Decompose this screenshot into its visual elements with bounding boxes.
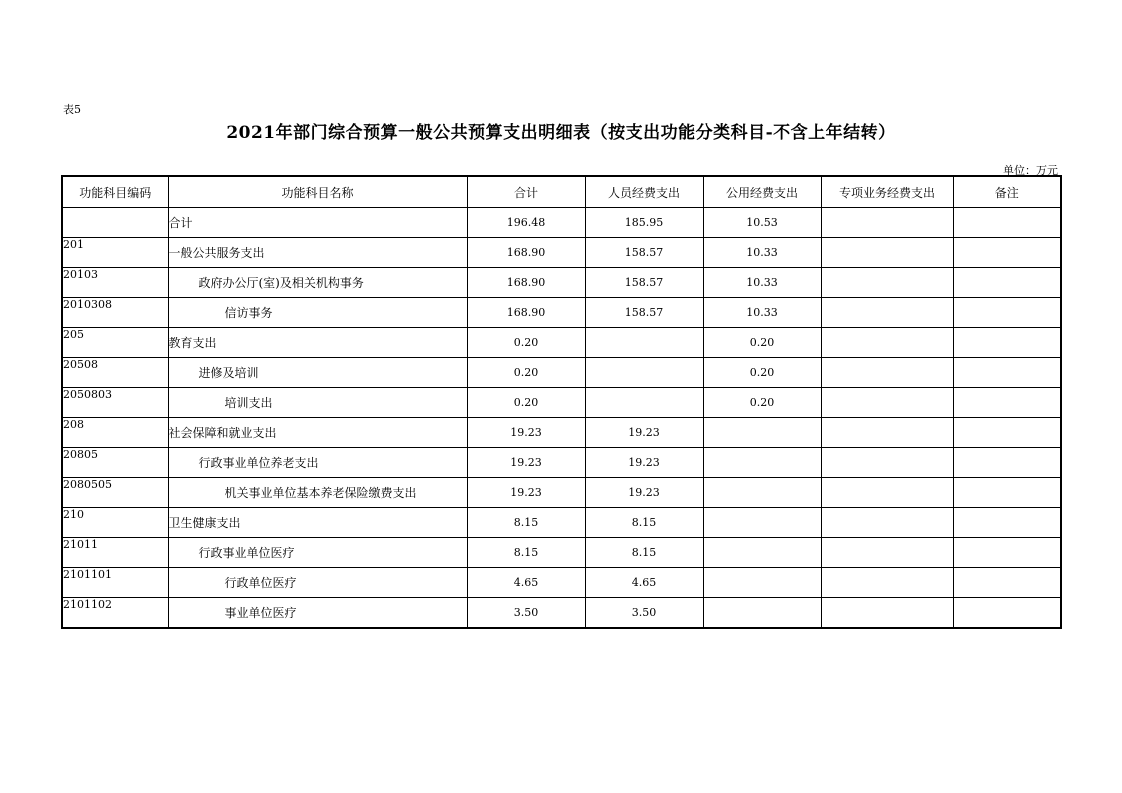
table-row — [62, 418, 1061, 448]
cell-personnel — [585, 388, 703, 418]
cell-code: 205 — [62, 328, 168, 358]
header-note: 备注 — [953, 176, 1061, 208]
cell-name: 行政事业单位医疗 — [168, 538, 467, 568]
cell-personnel — [585, 358, 703, 388]
cell-public: 10.53 — [703, 208, 821, 238]
cell-special — [821, 388, 953, 418]
table-row — [62, 568, 1061, 598]
cell-public: 10.33 — [703, 238, 821, 268]
cell-note — [953, 418, 1061, 448]
cell-special — [821, 208, 953, 238]
cell-public — [703, 418, 821, 448]
cell-personnel: 185.95 — [585, 208, 703, 238]
cell-note — [953, 538, 1061, 568]
cell-note — [953, 238, 1061, 268]
cell-total: 3.50 — [467, 598, 585, 629]
table-row — [62, 328, 1061, 358]
cell-note — [953, 358, 1061, 388]
cell-code: 21011 — [62, 538, 168, 568]
cell-special — [821, 298, 953, 328]
cell-name: 行政事业单位养老支出 — [168, 448, 467, 478]
cell-total: 0.20 — [467, 388, 585, 418]
table-number: 表5 — [63, 103, 81, 116]
cell-note — [953, 568, 1061, 598]
cell-code — [62, 208, 168, 238]
cell-code: 201 — [62, 238, 168, 268]
cell-special — [821, 238, 953, 268]
cell-personnel: 3.50 — [585, 598, 703, 629]
cell-code: 2010308 — [62, 298, 168, 328]
header-total: 合计 — [467, 176, 585, 208]
cell-name: 培训支出 — [168, 388, 467, 418]
cell-total: 19.23 — [467, 418, 585, 448]
cell-name: 机关事业单位基本养老保险缴费支出 — [168, 478, 467, 508]
cell-name: 一般公共服务支出 — [168, 238, 467, 268]
cell-public — [703, 538, 821, 568]
table-row — [62, 298, 1061, 328]
cell-code: 2080505 — [62, 478, 168, 508]
table-row — [62, 238, 1061, 268]
cell-public — [703, 508, 821, 538]
cell-name: 事业单位医疗 — [168, 598, 467, 629]
cell-public — [703, 448, 821, 478]
cell-total: 4.65 — [467, 568, 585, 598]
cell-note — [953, 268, 1061, 298]
cell-personnel: 19.23 — [585, 418, 703, 448]
cell-code: 2101102 — [62, 598, 168, 629]
cell-total: 19.23 — [467, 478, 585, 508]
cell-personnel: 19.23 — [585, 478, 703, 508]
cell-name: 合计 — [168, 208, 467, 238]
cell-note — [953, 508, 1061, 538]
cell-special — [821, 478, 953, 508]
cell-total: 168.90 — [467, 268, 585, 298]
cell-name: 信访事务 — [168, 298, 467, 328]
cell-public — [703, 478, 821, 508]
cell-special — [821, 358, 953, 388]
cell-public — [703, 568, 821, 598]
cell-total: 0.20 — [467, 328, 585, 358]
table-row — [62, 388, 1061, 418]
cell-total: 8.15 — [467, 508, 585, 538]
cell-note — [953, 478, 1061, 508]
cell-public: 10.33 — [703, 268, 821, 298]
cell-special — [821, 598, 953, 629]
cell-personnel: 8.15 — [585, 508, 703, 538]
cell-special — [821, 508, 953, 538]
header-special: 专项业务经费支出 — [821, 176, 953, 208]
cell-total: 8.15 — [467, 538, 585, 568]
table-row — [62, 358, 1061, 388]
cell-code: 2101101 — [62, 568, 168, 598]
cell-total: 0.20 — [467, 358, 585, 388]
cell-public: 0.20 — [703, 388, 821, 418]
table-row — [62, 268, 1061, 298]
budget-table — [61, 175, 1062, 629]
cell-public: 0.20 — [703, 358, 821, 388]
cell-personnel: 4.65 — [585, 568, 703, 598]
cell-note — [953, 328, 1061, 358]
table-header-row — [62, 176, 1061, 208]
cell-personnel: 8.15 — [585, 538, 703, 568]
cell-personnel: 158.57 — [585, 238, 703, 268]
table-row — [62, 538, 1061, 568]
header-code: 功能科目编码 — [62, 176, 168, 208]
cell-special — [821, 268, 953, 298]
table-row — [62, 478, 1061, 508]
table-row — [62, 448, 1061, 478]
cell-public: 0.20 — [703, 328, 821, 358]
cell-special — [821, 568, 953, 598]
cell-personnel: 19.23 — [585, 448, 703, 478]
cell-name: 进修及培训 — [168, 358, 467, 388]
table-row — [62, 508, 1061, 538]
document-title: 2021年部门综合预算一般公共预算支出明细表（按支出功能分类科目-不含上年结转） — [226, 123, 896, 143]
cell-note — [953, 448, 1061, 478]
cell-code: 20103 — [62, 268, 168, 298]
header-personnel: 人员经费支出 — [585, 176, 703, 208]
cell-personnel: 158.57 — [585, 298, 703, 328]
cell-code: 2050803 — [62, 388, 168, 418]
cell-name: 社会保障和就业支出 — [168, 418, 467, 448]
cell-note — [953, 388, 1061, 418]
header-name: 功能科目名称 — [168, 176, 467, 208]
cell-code: 20508 — [62, 358, 168, 388]
cell-name: 教育支出 — [168, 328, 467, 358]
cell-special — [821, 448, 953, 478]
cell-code: 208 — [62, 418, 168, 448]
cell-public: 10.33 — [703, 298, 821, 328]
cell-note — [953, 298, 1061, 328]
cell-note — [953, 208, 1061, 238]
cell-total: 168.90 — [467, 298, 585, 328]
cell-personnel — [585, 328, 703, 358]
cell-special — [821, 418, 953, 448]
cell-total: 19.23 — [467, 448, 585, 478]
table-row — [62, 208, 1061, 238]
cell-special — [821, 328, 953, 358]
cell-name: 行政单位医疗 — [168, 568, 467, 598]
cell-total: 168.90 — [467, 238, 585, 268]
cell-note — [953, 598, 1061, 629]
cell-total: 196.48 — [467, 208, 585, 238]
cell-special — [821, 538, 953, 568]
cell-name: 政府办公厅(室)及相关机构事务 — [168, 268, 467, 298]
table-row — [62, 598, 1061, 629]
cell-code: 20805 — [62, 448, 168, 478]
unit-label: 单位：万元 — [1003, 164, 1058, 177]
cell-name: 卫生健康支出 — [168, 508, 467, 538]
cell-code: 210 — [62, 508, 168, 538]
header-public: 公用经费支出 — [703, 176, 821, 208]
cell-public — [703, 598, 821, 629]
cell-personnel: 158.57 — [585, 268, 703, 298]
